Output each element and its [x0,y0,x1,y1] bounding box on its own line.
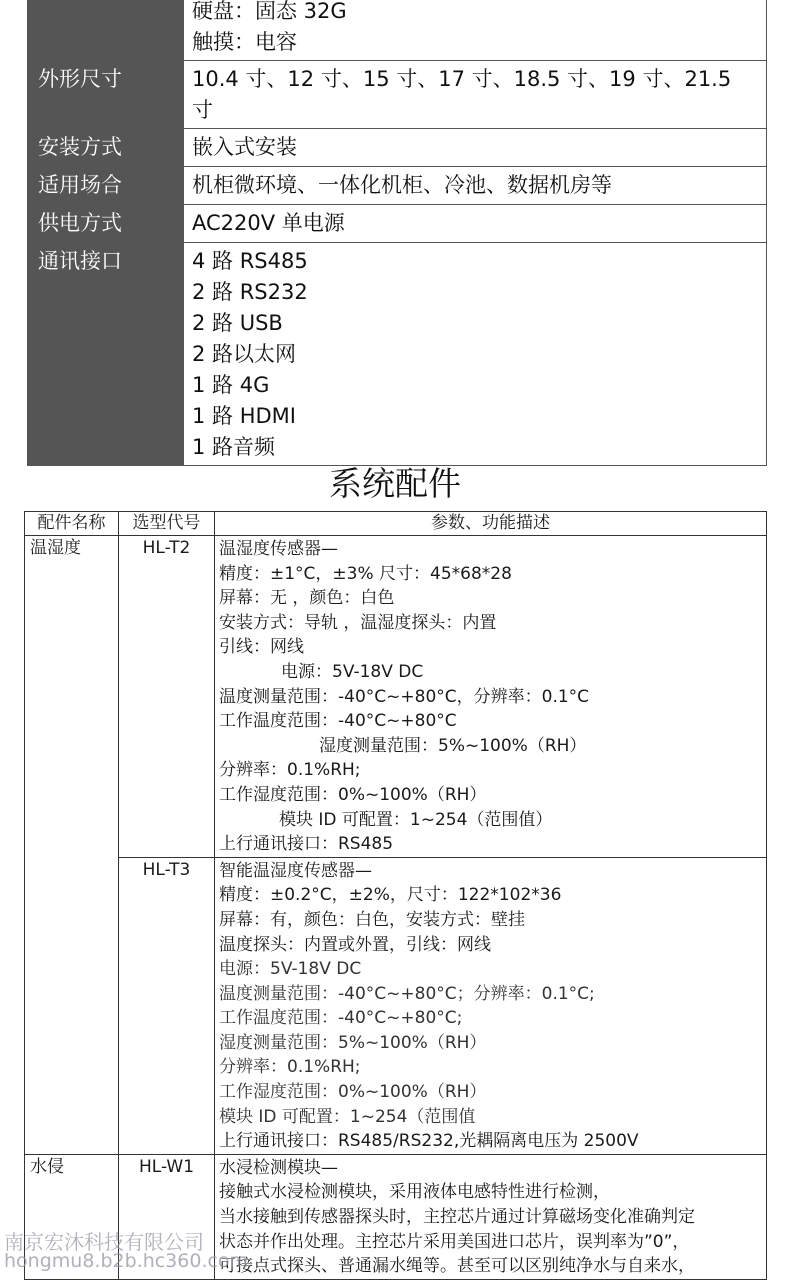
header-description: 参数、功能描述 [215,512,767,536]
description-line: 工作温度范围：-40°C~+80°C [219,711,457,732]
spec-value [184,129,766,166]
model-code-cell: HL-W1 [119,1154,215,1279]
description-line: 精度：±0.2°C，±2%，尺寸：122*102*36 [219,885,562,906]
spec-value-line: 2 路 RS232 [192,280,308,304]
description-line: 湿度测量范围：5%~100%（RH） [219,1032,487,1053]
description-line: 屏幕：无 ，颜色：白色 [219,588,395,609]
description-line: 温度探头：内置或外置，引线：网线 [219,934,491,955]
description-cell [215,536,767,858]
table-row [25,536,767,858]
description-line: 接触式水浸检测模块，采用液体电感特性进行检测， [219,1182,610,1203]
description-line: 水浸检测模块— [219,1157,338,1178]
model-code-cell: HL-T2 [119,536,215,858]
header-model-code: 选型代号 [119,512,215,536]
part-name-cell: 水侵 [25,1154,119,1279]
spec-row-install [28,128,766,166]
spec-key: 供电方式 [28,205,184,242]
spec-key: 外形尺寸 [28,61,184,128]
description-line: 上行通讯接口：RS485 [219,834,394,855]
spec-value [184,167,766,204]
description-line: 引线：网线 [219,637,304,658]
spec-key: 安装方式 [28,129,184,166]
spec-value [184,61,766,128]
description-line: 电源：5V-18V DC [281,661,424,682]
spec-value-line: AC220V 单电源 [192,211,345,235]
description-line: 工作湿度范围：0%~100%（RH） [219,784,487,805]
model-code-cell: HL-T3 [119,857,215,1154]
spec-value-line: 硬盘：固态 32G [192,0,347,23]
description-line: 温度测量范围：-40°C~+80°C，分辨率：0.1°C [219,686,590,707]
description-cell [215,1154,767,1279]
spec-key: 通讯接口 [28,243,184,465]
description-line: 温湿度传感器— [219,539,338,559]
section-title: 系统配件 [329,464,461,503]
spec-row-power [28,204,766,242]
spec-value-line: 1 路 HDMI [192,404,296,428]
description-line: 精度：±1°C，±3% 尺寸：45*68*28 [219,563,512,584]
description-line: 状态并作出处理。主控芯片采用美国进口芯片，误判率为”0”， [219,1231,690,1252]
spec-value [184,243,766,465]
spec-value-line: 4 路 RS485 [192,249,308,273]
description-line: 电源：5V-18V DC [219,959,362,980]
spec-value-line: 1 路音频 [192,435,276,459]
spec-row-storage [28,0,766,60]
header-part-name: 配件名称 [25,512,119,536]
spec-key [28,0,184,60]
description-line: 安装方式：导轨 ，温湿度探头：内置 [219,612,497,633]
spec-value-line: 10.4 寸、12 寸、15 寸、17 寸、18.5 寸、19 寸、21.5 寸 [192,67,732,122]
spec-value [184,0,766,60]
accessory-table [24,511,767,1280]
description-line: 湿度测量范围：5%~100%（RH） [319,735,587,756]
spec-value-line: 嵌入式安装 [192,135,297,159]
table-header-row [25,512,767,536]
description-line: 工作温度范围：-40°C~+80°C; [219,1008,463,1029]
spec-value [184,205,766,242]
spec-row-interfaces [28,242,766,465]
description-line: 可接点式探头、普通漏水绳等。甚至可以区别纯净水与自来水， [219,1256,695,1277]
spec-table [27,0,767,466]
watermark-url: hongmu8.b2b.hc360.com [4,1250,249,1272]
spec-value-line: 触摸：电容 [192,30,297,54]
spec-value-line: 1 路 4G [192,373,270,397]
spec-key: 适用场合 [28,167,184,204]
description-line: 当水接触到传感器探头时，主控芯片通过计算磁场变化准确判定 [219,1207,695,1228]
description-line: 智能温湿度传感器— [219,860,372,881]
part-name-cell: 温湿度 [25,536,119,1155]
spec-row-application [28,166,766,204]
spec-value-line: 机柜微环境、一体化机柜、冷池、数据机房等 [192,173,612,197]
description-line: 模块 ID 可配置：1~254（范围值 [219,1106,476,1127]
description-line: 温度测量范围：-40°C~+80°C；分辨率：0.1°C; [219,983,595,1004]
description-line: 屏幕：有，颜色：白色，安装方式：壁挂 [219,909,525,930]
description-line: 模块 ID 可配置：1~254（范围值） [279,809,553,830]
spec-row-size [28,60,766,128]
description-line: 上行通讯接口：RS485/RS232,光耦隔离电压为 2500V [219,1131,639,1152]
spec-value-line: 2 路以太网 [192,342,297,366]
watermark-company: 南京宏沐科技有限公司 [4,1230,204,1254]
spec-value-line: 2 路 USB [192,311,283,335]
table-row [25,857,767,1154]
description-line: 工作湿度范围：0%~100%（RH） [219,1082,487,1103]
description-cell [215,857,767,1154]
description-line: 分辨率：0.1%RH; [219,1057,361,1078]
description-line: 分辨率：0.1%RH; [219,760,361,781]
